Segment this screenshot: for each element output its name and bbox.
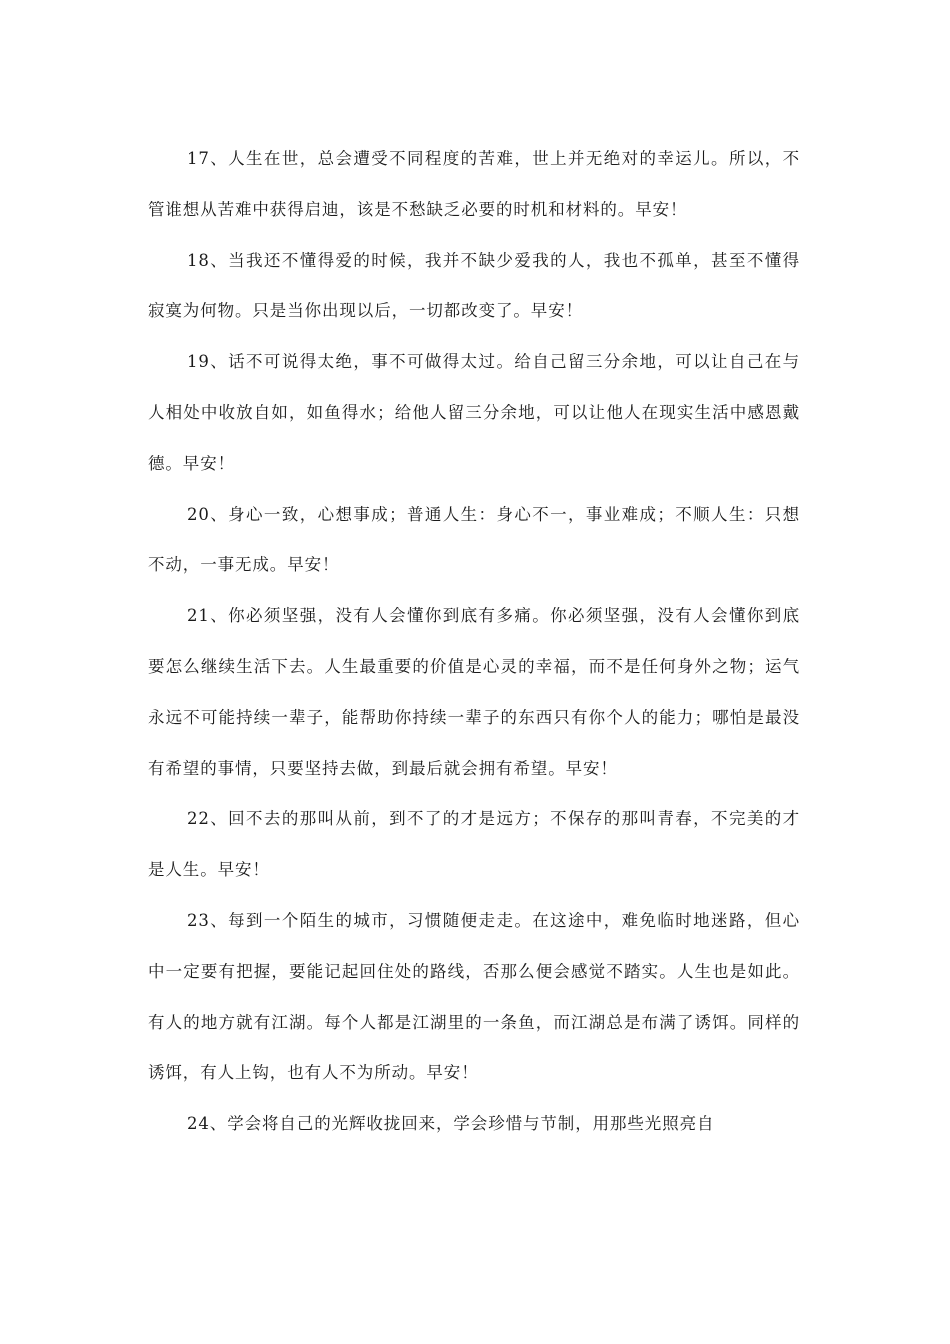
paragraph-21: 21、你必须坚强，没有人会懂你到底有多痛。你必须坚强，没有人会懂你到底要怎么继续生活下去。人生最重要的价值是心灵的幸福，而不是任何身外之物；运气永远不可能持续一辈子，能帮助你持续一辈子的东西只有你个人的能力；哪怕是最没有希望的事情，只要坚持去做，到最后就会拥有希望。早安！ [148, 606, 800, 778]
paragraph-18: 18、当我还不懂得爱的时候，我并不缺少爱我的人，我也不孤单，甚至不懂得寂寞为何物。只是当你出现以后，一切都改变了。早安！ [148, 250, 800, 321]
paragraph-24: 24、学会将自己的光辉收拢回来，学会珍惜与节制，用那些光照亮自 [187, 1114, 715, 1134]
paragraph-20: 20、身心一致，心想事成；普通人生：身心不一，事业难成；不顺人生：只想不动，一事无成。早安！ [148, 504, 800, 575]
document-body [148, 134, 800, 1150]
paragraph-19: 19、话不可说得太绝，事不可做得太过。给自己留三分余地，可以让自己在与人相处中收放自如，如鱼得水；给他人留三分余地，可以让他人在现实生活中感恩戴德。早安！ [148, 352, 800, 473]
paragraph-17: 17、人生在世，总会遭受不同程度的苦难，世上并无绝对的幸运儿。所以，不管谁想从苦难中获得启迪，该是不愁缺乏必要的时机和材料的。早安！ [148, 149, 800, 219]
paragraph-23: 23、每到一个陌生的城市，习惯随便走走。在这途中，难免临时地迷路，但心中一定要有把握，要能记起回住处的路线，否那么便会感觉不踏实。人生也是如此。有人的地方就有江湖。每个人都是江湖里的一条鱼，而江湖总是布满了诱饵。同样的诱饵，有人上钩，也有人不为所动。早安！ [148, 910, 800, 1083]
paragraph-22: 22、回不去的那叫从前，到不了的才是远方；不保存的那叫青春，不完美的才是人生。早安！ [148, 809, 800, 880]
